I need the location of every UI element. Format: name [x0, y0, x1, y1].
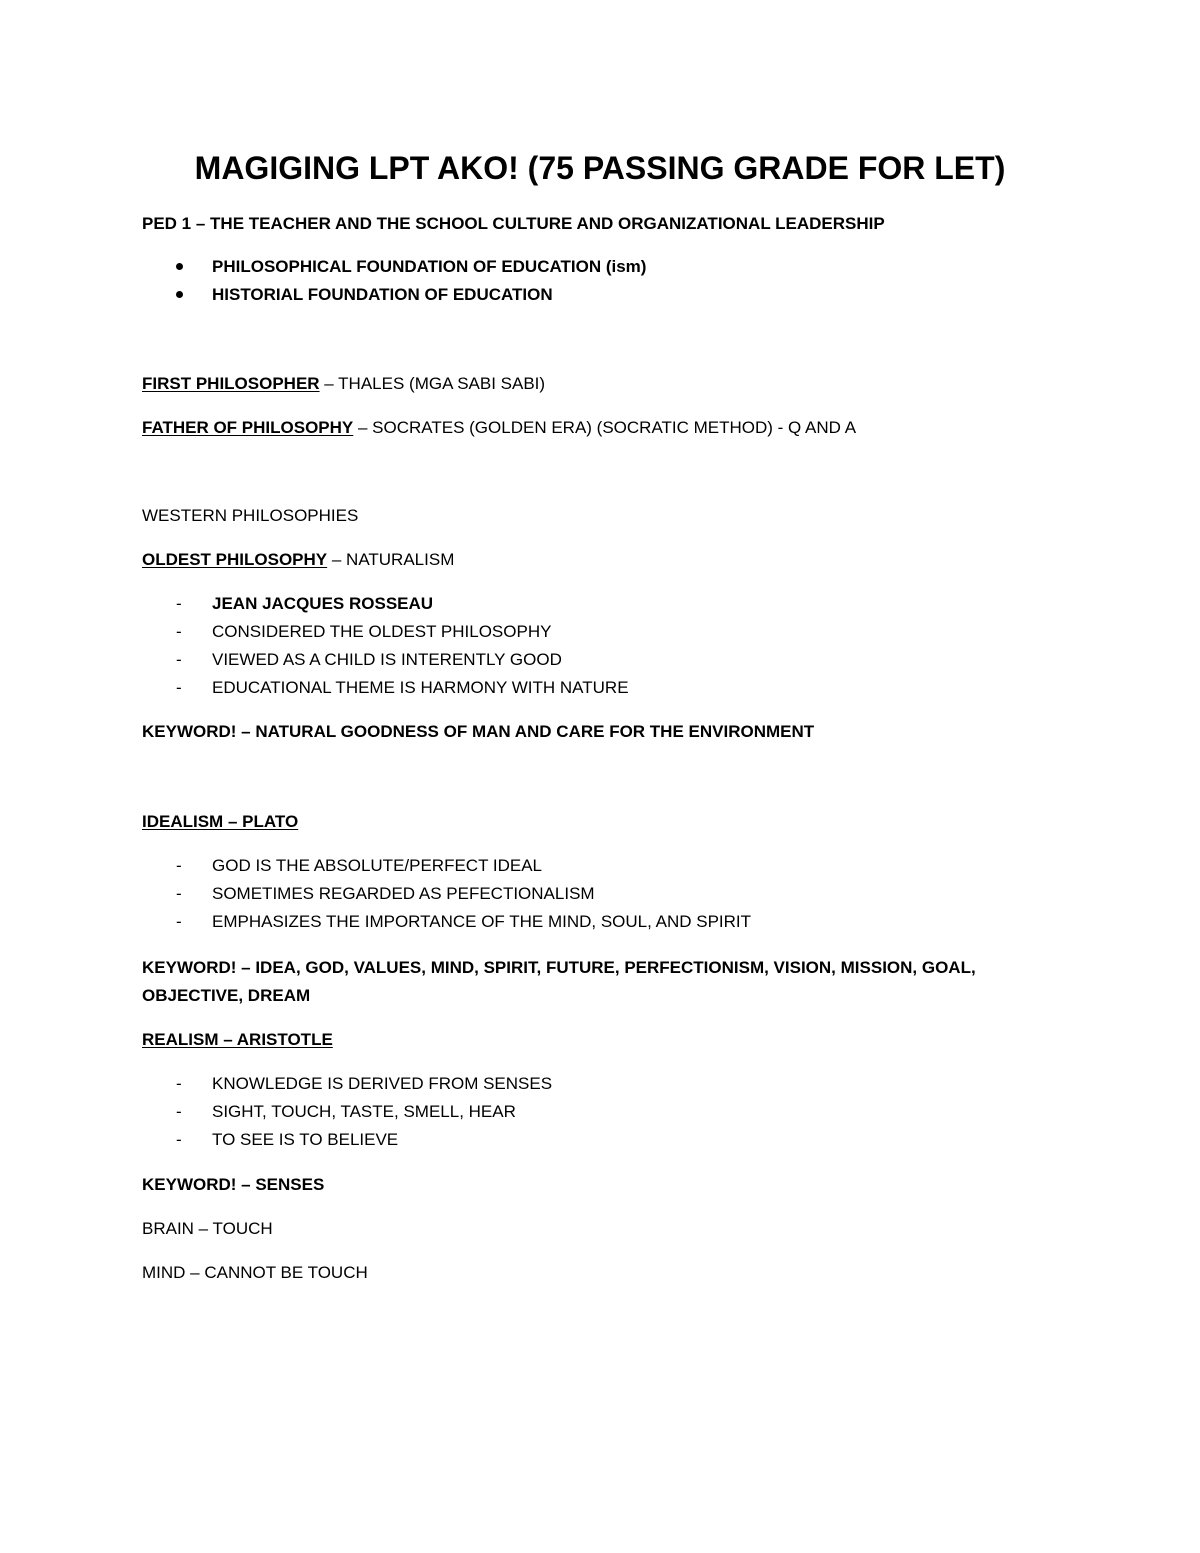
list-item: EMPHASIZES THE IMPORTANCE OF THE MIND, SOUL, AND SPIRIT [212, 912, 752, 931]
brain-line: BRAIN – TOUCH [142, 1219, 273, 1238]
oldest-philosophy-label: OLDEST PHILOSOPHY [142, 550, 328, 569]
mind-line: MIND – CANNOT BE TOUCH [142, 1263, 368, 1282]
western-philosophies-heading: WESTERN PHILOSOPHIES [142, 506, 359, 525]
list-item: JEAN JACQUES ROSSEAU [212, 594, 434, 613]
dash-marker: - [176, 1130, 182, 1149]
keyword-idealism-line-1: KEYWORD! – IDEA, GOD, VALUES, MIND, SPIRIT, FUTURE, PERFECTIONISM, VISION, MISSION, GOAL, [142, 958, 976, 977]
dash-marker: - [176, 1074, 182, 1093]
idealism-heading: IDEALISM – PLATO [142, 812, 299, 831]
realism-heading: REALISM – ARISTOTLE [142, 1030, 333, 1049]
first-philosopher-line [142, 373, 545, 395]
father-of-philosophy-label: FATHER OF PHILOSOPHY [142, 418, 354, 437]
first-philosopher-label: FIRST PHILOSOPHER [142, 374, 320, 393]
list-item: VIEWED AS A CHILD IS INTERENTLY GOOD [212, 650, 562, 669]
dash-marker: - [176, 622, 182, 641]
keyword-naturalism: KEYWORD! – NATURAL GOODNESS OF MAN AND CARE FOR THE ENVIRONMENT [142, 722, 815, 741]
page-title: MAGIGING LPT AKO! (75 PASSING GRADE FOR LET) [194, 150, 1006, 186]
bullet-icon [176, 263, 183, 270]
list-item: TO SEE IS TO BELIEVE [212, 1130, 399, 1149]
keyword-realism: KEYWORD! – SENSES [142, 1175, 325, 1194]
dash-marker: - [176, 650, 182, 669]
keyword-idealism-line-2: OBJECTIVE, DREAM [142, 986, 311, 1005]
dash-marker: - [176, 856, 182, 875]
dash-marker: - [176, 1102, 182, 1121]
oldest-philosophy-line [142, 549, 454, 571]
dash-marker: - [176, 912, 182, 931]
dash-marker: - [176, 884, 182, 903]
dash-marker: - [176, 594, 182, 613]
bullet-icon [176, 291, 183, 298]
dash-marker: - [176, 678, 182, 697]
first-philosopher-text: – THALES (MGA SABI SABI) [319, 374, 546, 393]
father-of-philosophy-text: – SOCRATES (GOLDEN ERA) (SOCRATIC METHOD) - Q AND A [353, 418, 857, 437]
list-item: KNOWLEDGE IS DERIVED FROM SENSES [212, 1074, 553, 1093]
list-item: CONSIDERED THE OLDEST PHILOSOPHY [212, 622, 552, 641]
ped-heading: PED 1 – THE TEACHER AND THE SCHOOL CULTURE AND ORGANIZATIONAL LEADERSHIP [142, 214, 885, 233]
list-item: SOMETIMES REGARDED AS PEFECTIONALISM [212, 884, 595, 903]
list-item: SIGHT, TOUCH, TASTE, SMELL, HEAR [212, 1102, 516, 1121]
list-item: HISTORIAL FOUNDATION OF EDUCATION [212, 285, 553, 304]
list-item: EDUCATIONAL THEME IS HARMONY WITH NATURE [212, 678, 629, 697]
list-item: PHILOSOPHICAL FOUNDATION OF EDUCATION (ism) [212, 257, 647, 276]
oldest-philosophy-text: – NATURALISM [327, 550, 455, 569]
father-of-philosophy-line [142, 417, 856, 439]
list-item: GOD IS THE ABSOLUTE/PERFECT IDEAL [212, 856, 543, 875]
